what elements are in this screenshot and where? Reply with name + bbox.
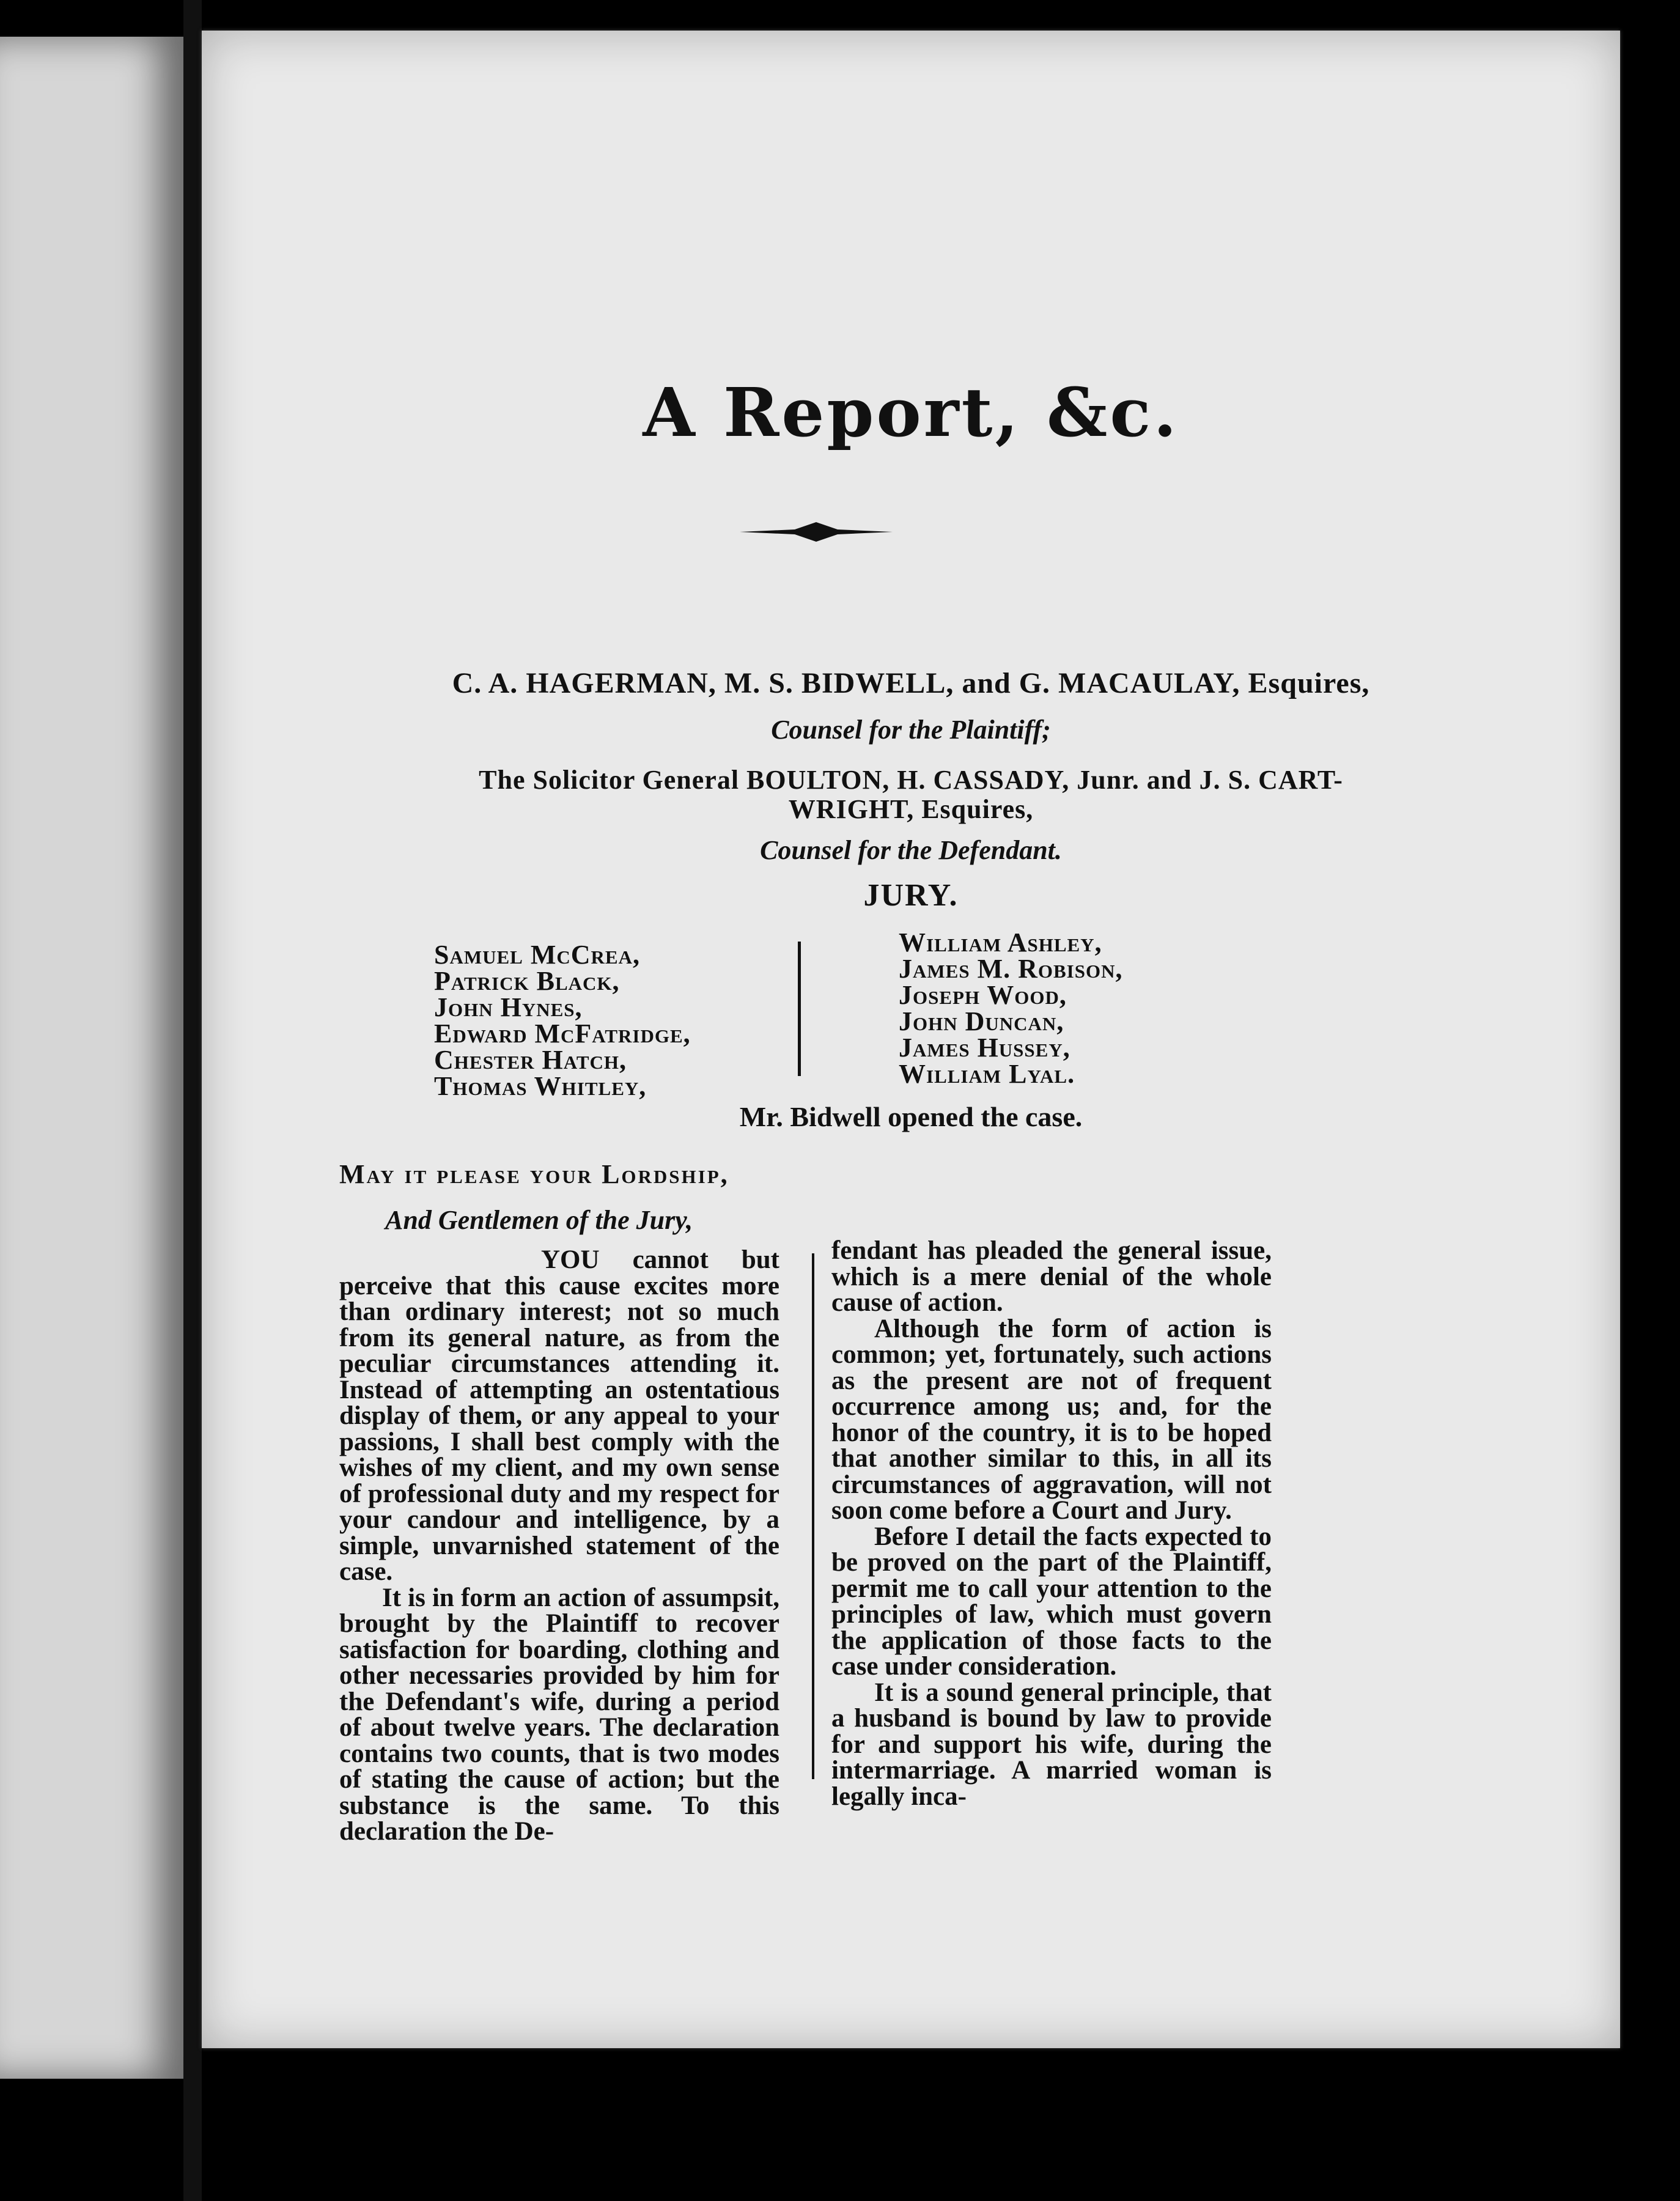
counsel-defendant-line1: The Solicitor General BOULTON, H. CASSADY, Junr. and J. S. CART-	[479, 765, 1343, 795]
juror-name: Thomas Whitley,	[434, 1071, 647, 1101]
counsel-plaintiff-role: Counsel for the Plaintiff;	[771, 715, 1051, 745]
counsel-defendant-line2: WRIGHT, Esquires,	[788, 794, 1034, 824]
jury-heading: JURY.	[863, 878, 959, 913]
juror-name: Joseph Wood,	[899, 980, 1067, 1010]
address-salutation: May it please your Lordship,	[339, 1159, 729, 1189]
jury-list-left	[434, 942, 691, 1099]
column-divider	[812, 1253, 814, 1779]
document-page	[202, 31, 1620, 2048]
juror-name: James M. Robison,	[899, 954, 1123, 984]
paragraph: fendant has pleaded the general issue, which is a mere denial of the whole cause of action.	[831, 1236, 1272, 1317]
book-spine	[183, 0, 202, 2201]
juror-name: Patrick Black,	[434, 966, 620, 996]
paragraph: It is a sound general principle, that a husband is bound by law to provide for and support his wife, during the intermarriage. A married woman is legally inca-	[831, 1678, 1272, 1811]
counsel-plaintiff-names: C. A. HAGERMAN, M. S. BIDWELL, and G. MACAULAY, Esquires,	[452, 667, 1370, 699]
juror-name: James Hussey,	[899, 1033, 1070, 1063]
opened-line: Mr. Bidwell opened the case.	[739, 1101, 1083, 1132]
body-column-left	[339, 1247, 779, 1845]
ornament-divider	[740, 514, 893, 550]
juror-name: Samuel McCrea,	[434, 940, 641, 970]
counsel-defendant-role: Counsel for the Defendant.	[760, 835, 1062, 865]
left-facing-page	[0, 37, 183, 2079]
paragraph: It is in form an action of assumpsit, brought by the Plaintiff to recover satisfaction for boarding, clothing and other necessaries provided by him for the Defendant's wife, during a period of about twelve years. The declaration contains two counts, that is two modes of stating the cause of action; but the substance is the same. To this declaration the De-	[339, 1583, 779, 1846]
paragraph: YOU cannot but perceive that this cause excites more than ordinary interest; not so much from its general nature, as from the peculiar circumstances attending it. Instead of attempting an ostentatious display of them, or any appeal to your passions, I shall best comply with the wishes of my client, and my own sense of professional duty and my respect for your candour and intelligence, by a simple, unvarnished statement of the case.	[339, 1245, 779, 1586]
jury-list-right	[899, 929, 1122, 1087]
juror-name: Edward McFatridge,	[434, 1019, 691, 1049]
juror-name: John Hynes,	[434, 992, 583, 1022]
jury-divider	[798, 942, 801, 1076]
juror-name: John Duncan,	[899, 1006, 1064, 1036]
page-title: A Report, &c.	[643, 373, 1179, 452]
paragraph: Before I detail the facts expected to be proved on the part of the Plaintiff, permit me to call your attention to the principles of law, which must govern the application of those facts to the case under consideration.	[831, 1522, 1272, 1681]
paragraph: Although the form of action is common; yet, fortunately, such actions as the present are not of frequent occurrence among us; and, for the honor of the country, it is to be hoped that another similar to this, in all its circumstances of aggravation, will not soon come before a Court and Jury.	[831, 1314, 1272, 1525]
juror-name: William Lyal.	[899, 1059, 1075, 1089]
body-column-right	[831, 1238, 1272, 1810]
juror-name: Chester Hatch,	[434, 1045, 627, 1075]
address-jury: And Gentlemen of the Jury,	[385, 1205, 693, 1235]
juror-name: William Ashley,	[899, 927, 1102, 957]
